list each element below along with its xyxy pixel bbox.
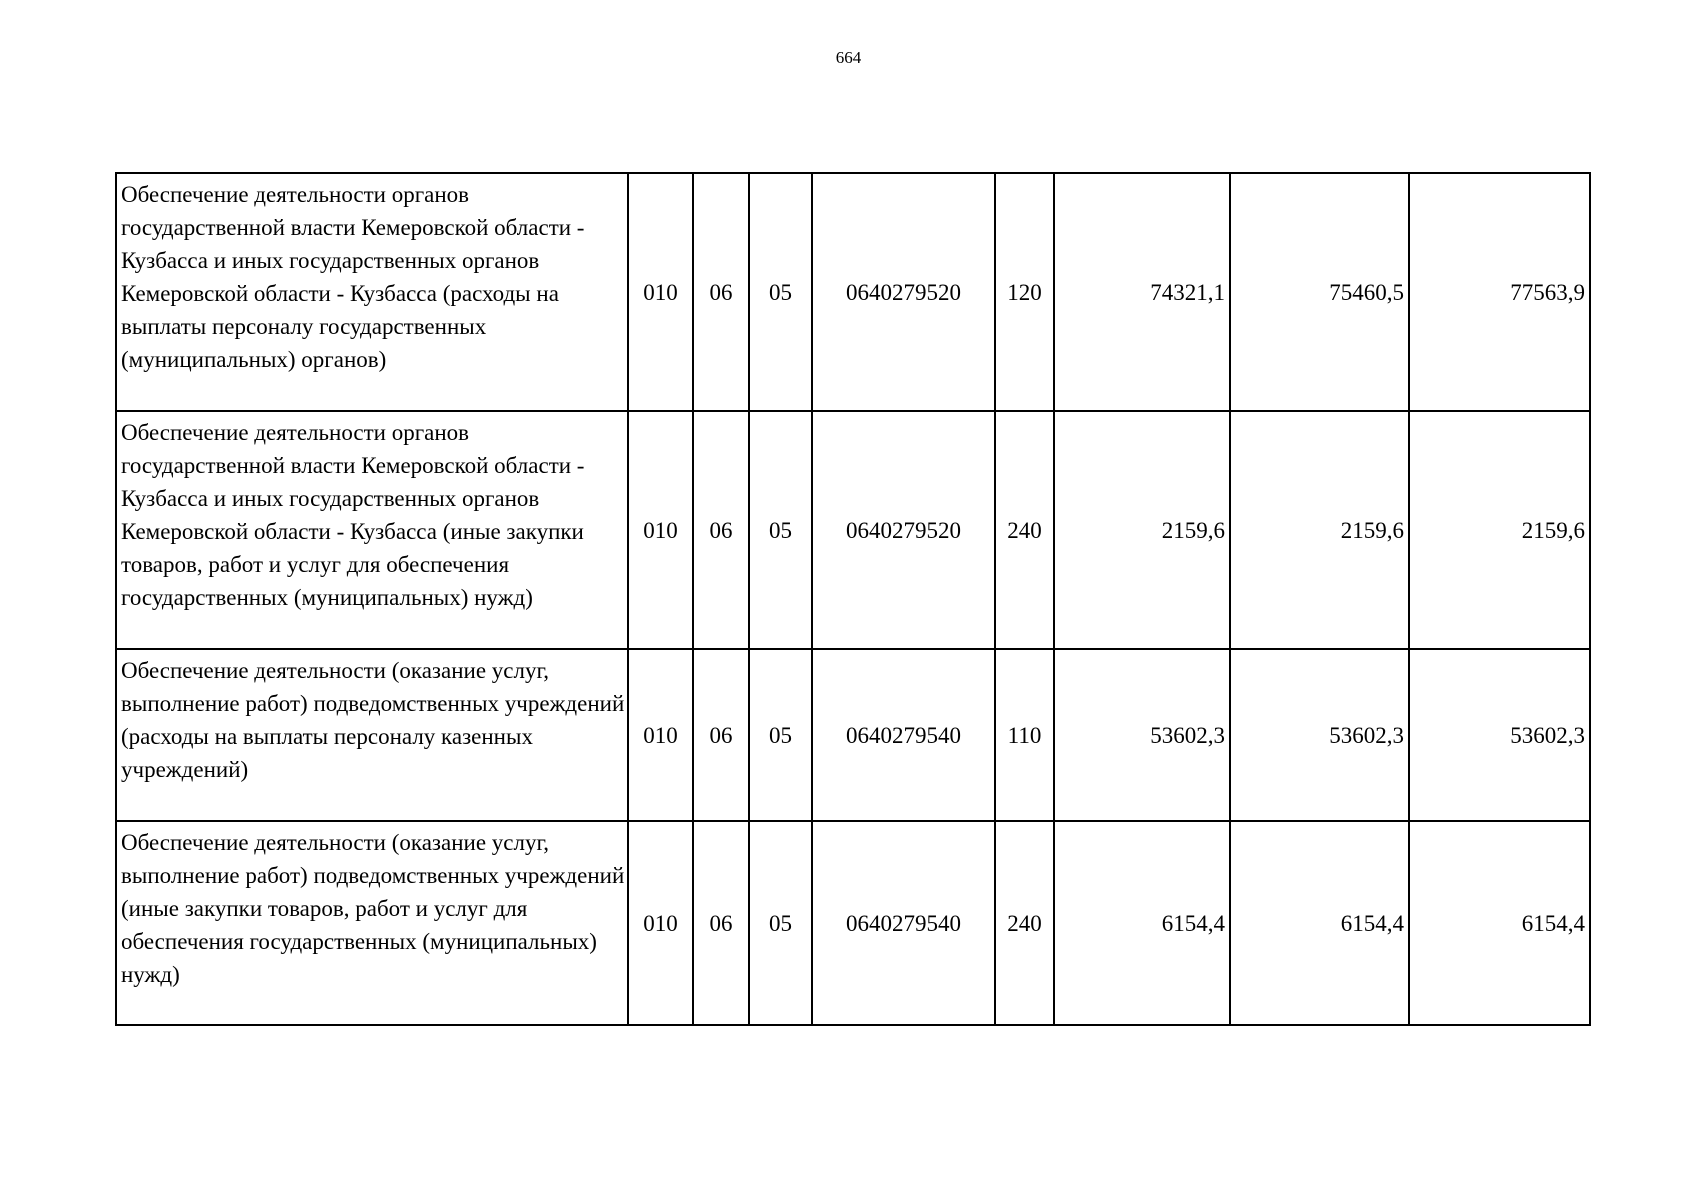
- code-target-article: 0640279540: [812, 821, 995, 1025]
- amount-year-1: 6154,4: [1054, 821, 1230, 1025]
- code-section: 06: [693, 411, 749, 649]
- amount-year-2: 53602,3: [1230, 649, 1409, 821]
- code-target-article: 0640279520: [812, 173, 995, 411]
- code-ministry: 010: [628, 821, 693, 1025]
- table-row: [116, 649, 1590, 821]
- code-expense-type: 240: [995, 821, 1054, 1025]
- amount-year-3: 2159,6: [1409, 411, 1590, 649]
- code-section: 06: [693, 173, 749, 411]
- page-number: 664: [835, 48, 862, 67]
- amount-year-1: 53602,3: [1054, 649, 1230, 821]
- table-row: [116, 411, 1590, 649]
- code-section: 06: [693, 649, 749, 821]
- amount-year-1: 2159,6: [1054, 411, 1230, 649]
- code-ministry: 010: [628, 649, 693, 821]
- code-ministry: 010: [628, 411, 693, 649]
- amount-year-1: 74321,1: [1054, 173, 1230, 411]
- code-expense-type: 120: [995, 173, 1054, 411]
- code-section: 06: [693, 821, 749, 1025]
- amount-year-2: 6154,4: [1230, 821, 1409, 1025]
- code-expense-type: 110: [995, 649, 1054, 821]
- code-subsection: 05: [749, 411, 812, 649]
- amount-year-2: 75460,5: [1230, 173, 1409, 411]
- code-expense-type: 240: [995, 411, 1054, 649]
- amount-year-3: 77563,9: [1409, 173, 1590, 411]
- code-ministry: 010: [628, 173, 693, 411]
- code-target-article: 0640279540: [812, 649, 995, 821]
- amount-year-3: 6154,4: [1409, 821, 1590, 1025]
- row-description: Обеспечение деятельности органов государственной власти Кемеровской области - Кузбасса и иных государственных органов Кемеровской области - Кузбасса (расходы на выплаты персоналу государственных (муниципальных) органов): [116, 173, 628, 411]
- row-description: Обеспечение деятельности органов государственной власти Кемеровской области - Кузбасса и иных государственных органов Кемеровской области - Кузбасса (иные закупки товаров, работ и услуг для обеспечения государственных (муниципальных) нужд): [116, 411, 628, 649]
- amount-year-2: 2159,6: [1230, 411, 1409, 649]
- table-row: [116, 821, 1590, 1025]
- code-subsection: 05: [749, 173, 812, 411]
- budget-table: [115, 172, 1591, 1026]
- amount-year-3: 53602,3: [1409, 649, 1590, 821]
- row-description: Обеспечение деятельности (оказание услуг, выполнение работ) подведомственных учреждений (иные закупки товаров, работ и услуг для обеспечения государственных (муниципальных) нужд): [116, 821, 628, 1025]
- row-description: Обеспечение деятельности (оказание услуг, выполнение работ) подведомственных учреждений (расходы на выплаты персоналу казенных учреждений): [116, 649, 628, 821]
- table-row: [116, 173, 1590, 411]
- code-subsection: 05: [749, 649, 812, 821]
- code-subsection: 05: [749, 821, 812, 1025]
- code-target-article: 0640279520: [812, 411, 995, 649]
